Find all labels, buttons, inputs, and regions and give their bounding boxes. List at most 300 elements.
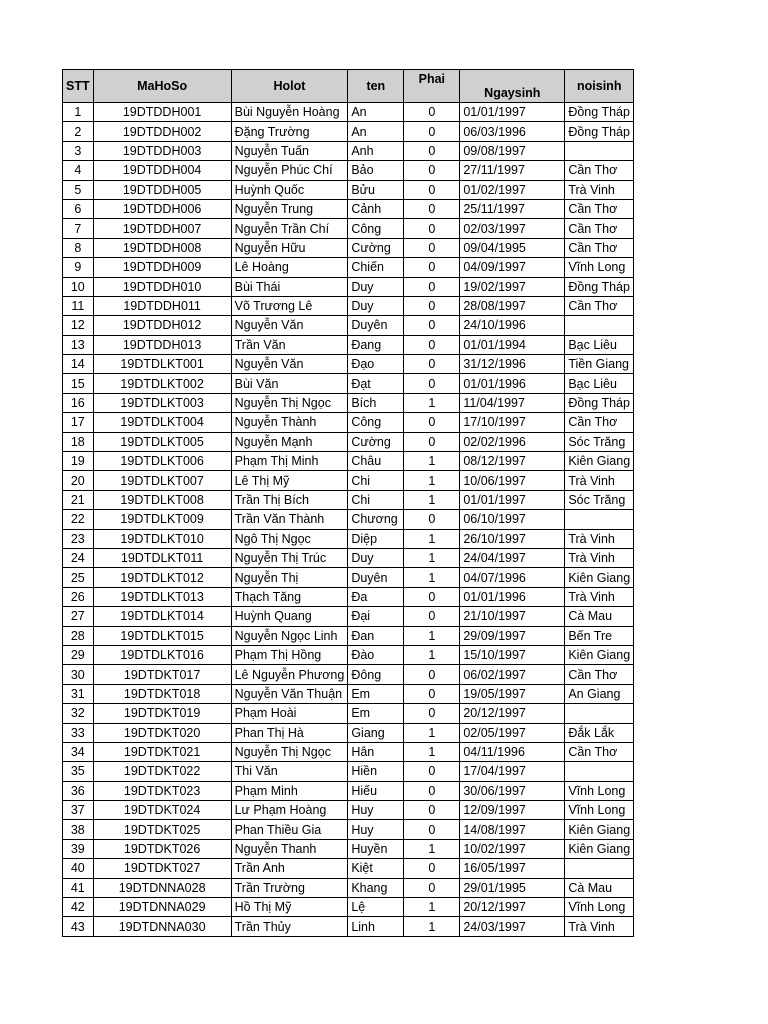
cell-ten[interactable]: Đa <box>348 587 404 606</box>
cell-phai[interactable]: 0 <box>404 684 460 703</box>
cell-stt[interactable]: 29 <box>63 645 94 664</box>
cell-holot[interactable]: Thi Văn <box>231 762 348 781</box>
cell-noisinh[interactable]: Kiên Giang <box>565 452 634 471</box>
cell-noisinh[interactable]: Trà Vinh <box>565 587 634 606</box>
cell-ngaysinh[interactable]: 01/01/1996 <box>460 374 565 393</box>
cell-noisinh[interactable]: Cần Thơ <box>565 296 634 315</box>
cell-stt[interactable]: 14 <box>63 355 94 374</box>
cell-mahoso[interactable]: 19DTDLKT012 <box>93 568 231 587</box>
cell-holot[interactable]: Trần Trường <box>231 878 348 897</box>
cell-noisinh[interactable] <box>565 859 634 878</box>
cell-phai[interactable]: 1 <box>404 471 460 490</box>
cell-noisinh[interactable]: Trà Vinh <box>565 529 634 548</box>
cell-stt[interactable]: 37 <box>63 801 94 820</box>
cell-mahoso[interactable]: 19DTDKT020 <box>93 723 231 742</box>
cell-holot[interactable]: Phan Thị Hà <box>231 723 348 742</box>
cell-phai[interactable]: 1 <box>404 917 460 936</box>
cell-noisinh[interactable]: Vĩnh Long <box>565 258 634 277</box>
cell-mahoso[interactable]: 19DTDNNA028 <box>93 878 231 897</box>
cell-noisinh[interactable]: Cần Thơ <box>565 219 634 238</box>
cell-holot[interactable]: Huỳnh Quốc <box>231 180 348 199</box>
cell-phai[interactable]: 1 <box>404 452 460 471</box>
cell-ten[interactable]: Đạo <box>348 355 404 374</box>
cell-ten[interactable]: Chương <box>348 510 404 529</box>
cell-holot[interactable]: Phạm Minh <box>231 781 348 800</box>
cell-ten[interactable]: Em <box>348 684 404 703</box>
cell-phai[interactable]: 0 <box>404 432 460 451</box>
cell-mahoso[interactable]: 19DTDLKT016 <box>93 645 231 664</box>
cell-ngaysinh[interactable]: 01/01/1994 <box>460 335 565 354</box>
cell-holot[interactable]: Nguyễn Thành <box>231 413 348 432</box>
cell-ngaysinh[interactable]: 24/04/1997 <box>460 548 565 567</box>
cell-phai[interactable]: 1 <box>404 568 460 587</box>
cell-stt[interactable]: 34 <box>63 742 94 761</box>
cell-stt[interactable]: 9 <box>63 258 94 277</box>
cell-phai[interactable]: 1 <box>404 645 460 664</box>
cell-ngaysinh[interactable]: 01/01/1997 <box>460 490 565 509</box>
cell-phai[interactable]: 1 <box>404 723 460 742</box>
cell-stt[interactable]: 4 <box>63 161 94 180</box>
cell-ten[interactable]: Bửu <box>348 180 404 199</box>
cell-mahoso[interactable]: 19DTDLKT001 <box>93 355 231 374</box>
cell-mahoso[interactable]: 19DTDLKT010 <box>93 529 231 548</box>
cell-noisinh[interactable]: Cần Thơ <box>565 199 634 218</box>
cell-ten[interactable]: Đào <box>348 645 404 664</box>
cell-mahoso[interactable]: 19DTDKT022 <box>93 762 231 781</box>
cell-phai[interactable]: 1 <box>404 490 460 509</box>
cell-phai[interactable]: 0 <box>404 258 460 277</box>
cell-holot[interactable]: Nguyễn Ngọc Linh <box>231 626 348 645</box>
cell-ten[interactable]: Đông <box>348 665 404 684</box>
cell-ngaysinh[interactable]: 14/08/1997 <box>460 820 565 839</box>
cell-holot[interactable]: Bùi Thái <box>231 277 348 296</box>
cell-stt[interactable]: 25 <box>63 568 94 587</box>
cell-ten[interactable]: Hiền <box>348 762 404 781</box>
cell-ngaysinh[interactable]: 06/02/1997 <box>460 665 565 684</box>
cell-ngaysinh[interactable]: 25/11/1997 <box>460 199 565 218</box>
cell-ten[interactable]: Hân <box>348 742 404 761</box>
cell-stt[interactable]: 31 <box>63 684 94 703</box>
cell-noisinh[interactable]: Trà Vinh <box>565 180 634 199</box>
cell-holot[interactable]: Lê Hoàng <box>231 258 348 277</box>
cell-mahoso[interactable]: 19DTDLKT004 <box>93 413 231 432</box>
cell-ngaysinh[interactable]: 06/10/1997 <box>460 510 565 529</box>
cell-holot[interactable]: Phạm Thị Hồng <box>231 645 348 664</box>
cell-mahoso[interactable]: 19DTDLKT014 <box>93 607 231 626</box>
cell-ten[interactable]: Chiến <box>348 258 404 277</box>
cell-ten[interactable]: Huy <box>348 801 404 820</box>
cell-phai[interactable]: 0 <box>404 122 460 141</box>
cell-noisinh[interactable]: Bạc Liêu <box>565 335 634 354</box>
cell-holot[interactable]: Lê Thị Mỹ <box>231 471 348 490</box>
cell-phai[interactable]: 1 <box>404 529 460 548</box>
cell-holot[interactable]: Nguyễn Phúc Chí <box>231 161 348 180</box>
cell-ngaysinh[interactable]: 10/06/1997 <box>460 471 565 490</box>
cell-noisinh[interactable]: Sóc Trăng <box>565 432 634 451</box>
cell-ngaysinh[interactable]: 12/09/1997 <box>460 801 565 820</box>
cell-noisinh[interactable]: Đắk Lắk <box>565 723 634 742</box>
cell-holot[interactable]: Nguyễn Văn Thuận <box>231 684 348 703</box>
cell-stt[interactable]: 30 <box>63 665 94 684</box>
cell-mahoso[interactable]: 19DTDDH007 <box>93 219 231 238</box>
cell-phai[interactable]: 0 <box>404 665 460 684</box>
cell-stt[interactable]: 23 <box>63 529 94 548</box>
cell-stt[interactable]: 21 <box>63 490 94 509</box>
cell-ngaysinh[interactable]: 15/10/1997 <box>460 645 565 664</box>
cell-stt[interactable]: 38 <box>63 820 94 839</box>
cell-ten[interactable]: Chi <box>348 471 404 490</box>
cell-mahoso[interactable]: 19DTDNNA030 <box>93 917 231 936</box>
cell-ten[interactable]: Hiếu <box>348 781 404 800</box>
cell-stt[interactable]: 24 <box>63 548 94 567</box>
cell-ngaysinh[interactable]: 28/08/1997 <box>460 296 565 315</box>
cell-noisinh[interactable]: Đồng Tháp <box>565 393 634 412</box>
cell-ngaysinh[interactable]: 20/12/1997 <box>460 898 565 917</box>
cell-noisinh[interactable] <box>565 141 634 160</box>
cell-mahoso[interactable]: 19DTDDH012 <box>93 316 231 335</box>
cell-stt[interactable]: 2 <box>63 122 94 141</box>
cell-mahoso[interactable]: 19DTDLKT002 <box>93 374 231 393</box>
cell-phai[interactable]: 0 <box>404 141 460 160</box>
cell-stt[interactable]: 28 <box>63 626 94 645</box>
cell-phai[interactable]: 1 <box>404 626 460 645</box>
cell-ten[interactable]: Diệp <box>348 529 404 548</box>
cell-ten[interactable]: Duy <box>348 277 404 296</box>
cell-mahoso[interactable]: 19DTDDH013 <box>93 335 231 354</box>
cell-mahoso[interactable]: 19DTDLKT008 <box>93 490 231 509</box>
header-holot[interactable]: Holot <box>231 70 348 103</box>
cell-noisinh[interactable]: Kiên Giang <box>565 568 634 587</box>
cell-ten[interactable]: Duy <box>348 548 404 567</box>
cell-phai[interactable]: 1 <box>404 548 460 567</box>
cell-holot[interactable]: Nguyễn Văn <box>231 355 348 374</box>
cell-ngaysinh[interactable]: 11/04/1997 <box>460 393 565 412</box>
cell-noisinh[interactable]: Vĩnh Long <box>565 898 634 917</box>
cell-mahoso[interactable]: 19DTDKT027 <box>93 859 231 878</box>
cell-holot[interactable]: Ngô Thị Ngọc <box>231 529 348 548</box>
cell-noisinh[interactable]: Bến Tre <box>565 626 634 645</box>
cell-noisinh[interactable]: Cần Thơ <box>565 665 634 684</box>
cell-phai[interactable]: 0 <box>404 103 460 122</box>
cell-mahoso[interactable]: 19DTDDH008 <box>93 238 231 257</box>
cell-noisinh[interactable]: Đồng Tháp <box>565 103 634 122</box>
cell-holot[interactable]: Trần Văn Thành <box>231 510 348 529</box>
cell-stt[interactable]: 33 <box>63 723 94 742</box>
cell-phai[interactable]: 0 <box>404 355 460 374</box>
cell-mahoso[interactable]: 19DTDLKT009 <box>93 510 231 529</box>
cell-ngaysinh[interactable]: 30/06/1997 <box>460 781 565 800</box>
cell-mahoso[interactable]: 19DTDLKT015 <box>93 626 231 645</box>
cell-ngaysinh[interactable]: 04/09/1997 <box>460 258 565 277</box>
cell-stt[interactable]: 7 <box>63 219 94 238</box>
cell-phai[interactable]: 0 <box>404 413 460 432</box>
cell-stt[interactable]: 1 <box>63 103 94 122</box>
cell-ten[interactable]: Lệ <box>348 898 404 917</box>
cell-noisinh[interactable] <box>565 704 634 723</box>
cell-ngaysinh[interactable]: 09/08/1997 <box>460 141 565 160</box>
cell-phai[interactable]: 1 <box>404 742 460 761</box>
cell-ngaysinh[interactable]: 04/07/1996 <box>460 568 565 587</box>
cell-phai[interactable]: 0 <box>404 704 460 723</box>
cell-ngaysinh[interactable]: 02/03/1997 <box>460 219 565 238</box>
cell-ten[interactable]: Anh <box>348 141 404 160</box>
cell-noisinh[interactable]: Đồng Tháp <box>565 277 634 296</box>
cell-noisinh[interactable]: Kiên Giang <box>565 839 634 858</box>
cell-holot[interactable]: Nguyễn Trần Chí <box>231 219 348 238</box>
cell-ten[interactable]: Chi <box>348 490 404 509</box>
cell-stt[interactable]: 13 <box>63 335 94 354</box>
cell-holot[interactable]: Trần Văn <box>231 335 348 354</box>
cell-phai[interactable]: 0 <box>404 781 460 800</box>
cell-noisinh[interactable] <box>565 510 634 529</box>
cell-phai[interactable]: 0 <box>404 219 460 238</box>
cell-holot[interactable]: Nguyễn Mạnh <box>231 432 348 451</box>
cell-holot[interactable]: Huỳnh Quang <box>231 607 348 626</box>
header-ten[interactable]: ten <box>348 70 404 103</box>
cell-noisinh[interactable]: Vĩnh Long <box>565 781 634 800</box>
cell-ten[interactable]: Duyên <box>348 316 404 335</box>
cell-holot[interactable]: Nguyễn Văn <box>231 316 348 335</box>
cell-stt[interactable]: 36 <box>63 781 94 800</box>
cell-ten[interactable]: Bảo <box>348 161 404 180</box>
cell-ngaysinh[interactable]: 29/09/1997 <box>460 626 565 645</box>
cell-noisinh[interactable]: Đồng Tháp <box>565 122 634 141</box>
cell-stt[interactable]: 17 <box>63 413 94 432</box>
cell-ngaysinh[interactable]: 17/04/1997 <box>460 762 565 781</box>
cell-phai[interactable]: 1 <box>404 898 460 917</box>
cell-ten[interactable]: An <box>348 103 404 122</box>
cell-mahoso[interactable]: 19DTDKT018 <box>93 684 231 703</box>
cell-holot[interactable]: Bùi Văn <box>231 374 348 393</box>
cell-ten[interactable]: Giang <box>348 723 404 742</box>
cell-mahoso[interactable]: 19DTDLKT005 <box>93 432 231 451</box>
header-mahoso[interactable]: MaHoSo <box>93 70 231 103</box>
cell-ngaysinh[interactable]: 08/12/1997 <box>460 452 565 471</box>
cell-ten[interactable]: Cường <box>348 432 404 451</box>
cell-stt[interactable]: 20 <box>63 471 94 490</box>
cell-ten[interactable]: Châu <box>348 452 404 471</box>
cell-ngaysinh[interactable]: 29/01/1995 <box>460 878 565 897</box>
cell-holot[interactable]: Nguyễn Trung <box>231 199 348 218</box>
cell-ten[interactable]: Đạt <box>348 374 404 393</box>
cell-ngaysinh[interactable]: 20/12/1997 <box>460 704 565 723</box>
cell-holot[interactable]: Phan Thiều Gia <box>231 820 348 839</box>
cell-noisinh[interactable]: Kiên Giang <box>565 820 634 839</box>
cell-ten[interactable]: An <box>348 122 404 141</box>
cell-noisinh[interactable]: Sóc Trăng <box>565 490 634 509</box>
cell-holot[interactable]: Trần Thị Bích <box>231 490 348 509</box>
cell-phai[interactable]: 0 <box>404 587 460 606</box>
cell-phai[interactable]: 0 <box>404 161 460 180</box>
cell-stt[interactable]: 10 <box>63 277 94 296</box>
cell-noisinh[interactable]: Kiên Giang <box>565 645 634 664</box>
cell-holot[interactable]: Nguyễn Thị Ngọc <box>231 393 348 412</box>
cell-mahoso[interactable]: 19DTDKT024 <box>93 801 231 820</box>
cell-ten[interactable]: Cường <box>348 238 404 257</box>
cell-ngaysinh[interactable]: 01/01/1997 <box>460 103 565 122</box>
cell-stt[interactable]: 39 <box>63 839 94 858</box>
cell-ngaysinh[interactable]: 17/10/1997 <box>460 413 565 432</box>
cell-noisinh[interactable]: Cần Thơ <box>565 742 634 761</box>
cell-ten[interactable]: Huy <box>348 820 404 839</box>
cell-ngaysinh[interactable]: 02/05/1997 <box>460 723 565 742</box>
cell-ten[interactable]: Kiệt <box>348 859 404 878</box>
cell-noisinh[interactable]: Trà Vinh <box>565 917 634 936</box>
cell-ten[interactable]: Huyền <box>348 839 404 858</box>
cell-noisinh[interactable]: Cần Thơ <box>565 413 634 432</box>
cell-stt[interactable]: 35 <box>63 762 94 781</box>
cell-mahoso[interactable]: 19DTDDH009 <box>93 258 231 277</box>
cell-ten[interactable]: Đan <box>348 626 404 645</box>
cell-holot[interactable]: Thạch Tăng <box>231 587 348 606</box>
cell-mahoso[interactable]: 19DTDDH011 <box>93 296 231 315</box>
cell-holot[interactable]: Phạm Thị Minh <box>231 452 348 471</box>
cell-phai[interactable]: 0 <box>404 180 460 199</box>
cell-holot[interactable]: Nguyễn Thị Ngọc <box>231 742 348 761</box>
cell-ngaysinh[interactable]: 24/10/1996 <box>460 316 565 335</box>
cell-holot[interactable]: Trần Thủy <box>231 917 348 936</box>
cell-ten[interactable]: Linh <box>348 917 404 936</box>
header-stt[interactable]: STT <box>63 70 94 103</box>
cell-stt[interactable]: 27 <box>63 607 94 626</box>
cell-stt[interactable]: 8 <box>63 238 94 257</box>
cell-holot[interactable]: Trần Anh <box>231 859 348 878</box>
cell-ngaysinh[interactable]: 09/04/1995 <box>460 238 565 257</box>
cell-mahoso[interactable]: 19DTDKT025 <box>93 820 231 839</box>
cell-ten[interactable]: Duyên <box>348 568 404 587</box>
cell-stt[interactable]: 6 <box>63 199 94 218</box>
cell-ngaysinh[interactable]: 19/05/1997 <box>460 684 565 703</box>
cell-mahoso[interactable]: 19DTDDH001 <box>93 103 231 122</box>
cell-ten[interactable]: Em <box>348 704 404 723</box>
cell-phai[interactable]: 0 <box>404 820 460 839</box>
cell-noisinh[interactable] <box>565 316 634 335</box>
cell-mahoso[interactable]: 19DTDDH005 <box>93 180 231 199</box>
cell-phai[interactable]: 0 <box>404 277 460 296</box>
cell-ngaysinh[interactable]: 02/02/1996 <box>460 432 565 451</box>
cell-ngaysinh[interactable]: 24/03/1997 <box>460 917 565 936</box>
cell-mahoso[interactable]: 19DTDLKT003 <box>93 393 231 412</box>
cell-ngaysinh[interactable]: 19/02/1997 <box>460 277 565 296</box>
cell-holot[interactable]: Võ Trương Lê <box>231 296 348 315</box>
cell-mahoso[interactable]: 19DTDDH006 <box>93 199 231 218</box>
cell-ngaysinh[interactable]: 21/10/1997 <box>460 607 565 626</box>
cell-ngaysinh[interactable]: 31/12/1996 <box>460 355 565 374</box>
cell-holot[interactable]: Hồ Thị Mỹ <box>231 898 348 917</box>
cell-phai[interactable]: 0 <box>404 374 460 393</box>
cell-noisinh[interactable]: Tiền Giang <box>565 355 634 374</box>
cell-stt[interactable]: 3 <box>63 141 94 160</box>
cell-phai[interactable]: 1 <box>404 393 460 412</box>
cell-phai[interactable]: 0 <box>404 878 460 897</box>
cell-noisinh[interactable]: Trà Vinh <box>565 548 634 567</box>
cell-ten[interactable]: Khang <box>348 878 404 897</box>
cell-mahoso[interactable]: 19DTDKT019 <box>93 704 231 723</box>
cell-phai[interactable]: 0 <box>404 762 460 781</box>
cell-ngaysinh[interactable]: 01/02/1997 <box>460 180 565 199</box>
cell-phai[interactable]: 0 <box>404 801 460 820</box>
cell-stt[interactable]: 22 <box>63 510 94 529</box>
cell-ngaysinh[interactable]: 16/05/1997 <box>460 859 565 878</box>
cell-mahoso[interactable]: 19DTDNNA029 <box>93 898 231 917</box>
cell-noisinh[interactable] <box>565 762 634 781</box>
cell-noisinh[interactable]: Vĩnh Long <box>565 801 634 820</box>
cell-phai[interactable]: 0 <box>404 510 460 529</box>
cell-ngaysinh[interactable]: 01/01/1996 <box>460 587 565 606</box>
cell-phai[interactable]: 0 <box>404 316 460 335</box>
cell-phai[interactable]: 0 <box>404 296 460 315</box>
header-noisinh[interactable]: noisinh <box>565 70 634 103</box>
cell-ten[interactable]: Công <box>348 413 404 432</box>
cell-holot[interactable]: Nguyễn Thị <box>231 568 348 587</box>
cell-ngaysinh[interactable]: 10/02/1997 <box>460 839 565 858</box>
cell-mahoso[interactable]: 19DTDKT023 <box>93 781 231 800</box>
cell-mahoso[interactable]: 19DTDKT021 <box>93 742 231 761</box>
cell-holot[interactable]: Nguyễn Hữu <box>231 238 348 257</box>
cell-ten[interactable]: Đại <box>348 607 404 626</box>
cell-holot[interactable]: Nguyễn Tuấn <box>231 141 348 160</box>
cell-stt[interactable]: 15 <box>63 374 94 393</box>
cell-phai[interactable]: 0 <box>404 335 460 354</box>
cell-mahoso[interactable]: 19DTDLKT006 <box>93 452 231 471</box>
cell-phai[interactable]: 1 <box>404 839 460 858</box>
cell-ngaysinh[interactable]: 26/10/1997 <box>460 529 565 548</box>
cell-noisinh[interactable]: Cà Mau <box>565 878 634 897</box>
cell-stt[interactable]: 12 <box>63 316 94 335</box>
cell-ten[interactable]: Bích <box>348 393 404 412</box>
cell-mahoso[interactable]: 19DTDKT026 <box>93 839 231 858</box>
cell-phai[interactable]: 0 <box>404 238 460 257</box>
cell-stt[interactable]: 26 <box>63 587 94 606</box>
cell-stt[interactable]: 42 <box>63 898 94 917</box>
header-ngaysinh[interactable]: Ngaysinh <box>460 70 565 103</box>
cell-stt[interactable]: 40 <box>63 859 94 878</box>
cell-noisinh[interactable]: Cà Mau <box>565 607 634 626</box>
header-phai[interactable]: Phai <box>404 70 460 103</box>
cell-ngaysinh[interactable]: 04/11/1996 <box>460 742 565 761</box>
cell-noisinh[interactable]: Trà Vinh <box>565 471 634 490</box>
cell-noisinh[interactable]: Bạc Liêu <box>565 374 634 393</box>
cell-holot[interactable]: Nguyễn Thanh <box>231 839 348 858</box>
cell-ten[interactable]: Đang <box>348 335 404 354</box>
cell-stt[interactable]: 32 <box>63 704 94 723</box>
cell-noisinh[interactable]: Cần Thơ <box>565 161 634 180</box>
cell-holot[interactable]: Phạm Hoài <box>231 704 348 723</box>
cell-phai[interactable]: 0 <box>404 607 460 626</box>
cell-holot[interactable]: Đặng Trường <box>231 122 348 141</box>
cell-ten[interactable]: Cảnh <box>348 199 404 218</box>
cell-stt[interactable]: 18 <box>63 432 94 451</box>
cell-ten[interactable]: Công <box>348 219 404 238</box>
cell-ten[interactable]: Duy <box>348 296 404 315</box>
cell-stt[interactable]: 43 <box>63 917 94 936</box>
cell-mahoso[interactable]: 19DTDLKT007 <box>93 471 231 490</box>
cell-mahoso[interactable]: 19DTDKT017 <box>93 665 231 684</box>
cell-noisinh[interactable]: Cần Thơ <box>565 238 634 257</box>
cell-phai[interactable]: 0 <box>404 859 460 878</box>
cell-stt[interactable]: 41 <box>63 878 94 897</box>
cell-ngaysinh[interactable]: 27/11/1997 <box>460 161 565 180</box>
cell-mahoso[interactable]: 19DTDLKT011 <box>93 548 231 567</box>
cell-mahoso[interactable]: 19DTDDH003 <box>93 141 231 160</box>
cell-ngaysinh[interactable]: 06/03/1996 <box>460 122 565 141</box>
cell-stt[interactable]: 5 <box>63 180 94 199</box>
cell-holot[interactable]: Bùi Nguyễn Hoàng <box>231 103 348 122</box>
cell-mahoso[interactable]: 19DTDDH002 <box>93 122 231 141</box>
cell-holot[interactable]: Lê Nguyễn Phương <box>231 665 348 684</box>
cell-holot[interactable]: Nguyễn Thị Trúc <box>231 548 348 567</box>
cell-stt[interactable]: 19 <box>63 452 94 471</box>
